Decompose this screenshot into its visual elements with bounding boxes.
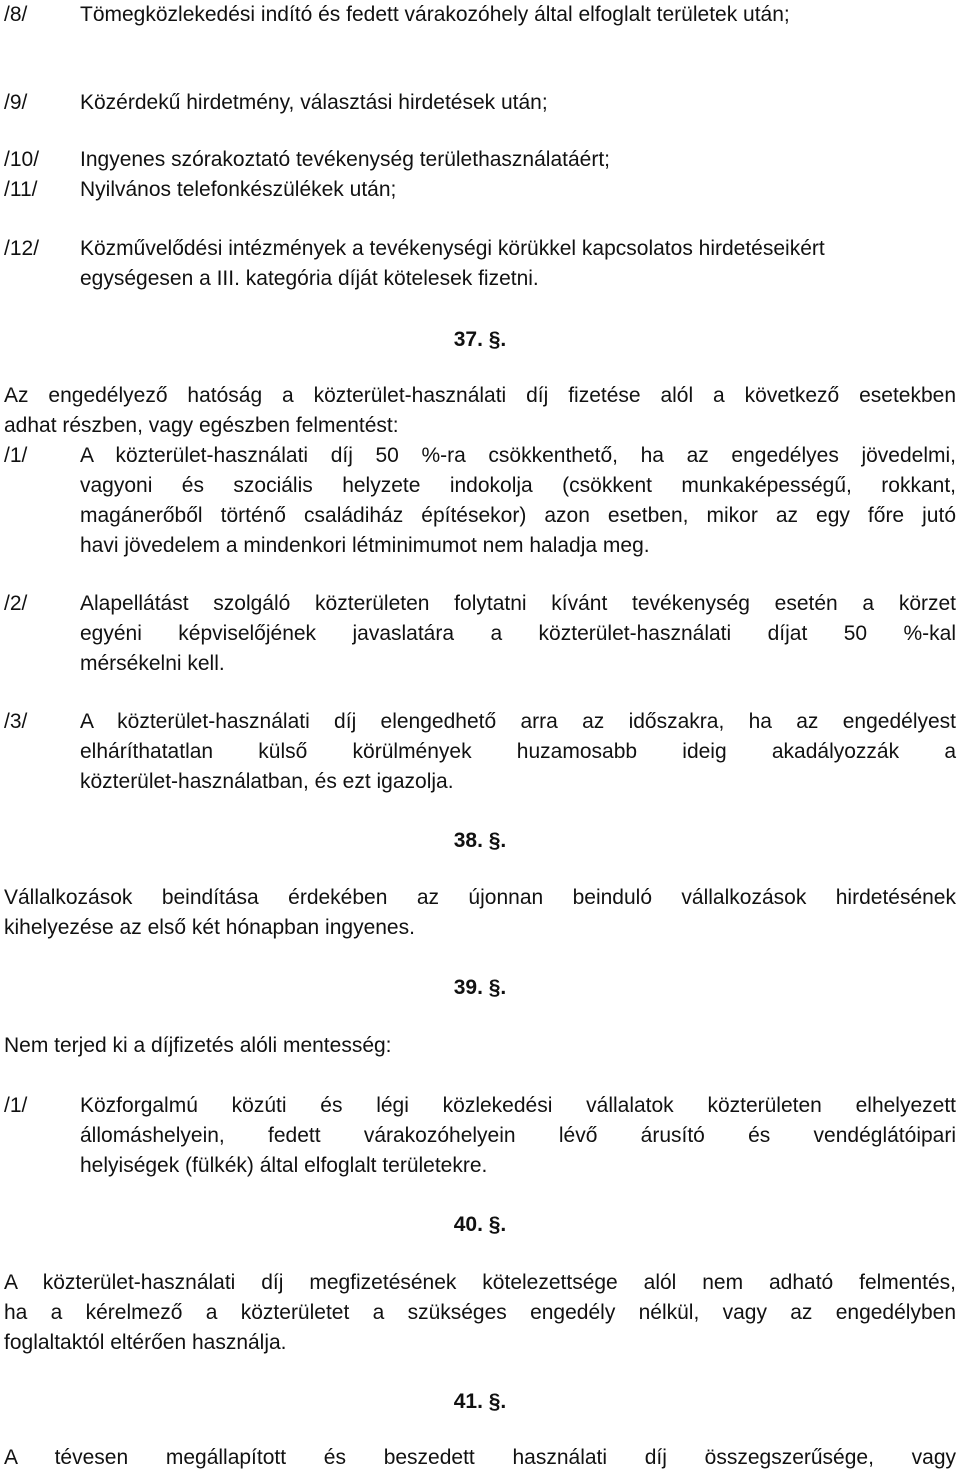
item-text: A közterület-használati díj 50 %-ra csökkenthető, ha az engedélyes jövedelmi, bbox=[80, 444, 956, 467]
item-number: /12/ bbox=[4, 237, 40, 260]
item-text: mérsékelni kell. bbox=[80, 652, 225, 675]
section-heading: 41. §. bbox=[453, 1390, 507, 1413]
item-text: A közterület-használati díj elengedhető arra az időszakra, ha az engedélyest bbox=[80, 710, 956, 733]
item-text: egységesen a III. kategória díját kötelesek fizetni. bbox=[80, 267, 539, 290]
item-text: Nyilvános telefonkészülékek után; bbox=[80, 178, 397, 201]
section-heading: 40. §. bbox=[453, 1213, 507, 1236]
section-heading: 39. §. bbox=[453, 976, 507, 999]
item-text: elháríthatatlan külső körülmények huzamosabb ideig akadályozzák a bbox=[80, 740, 956, 763]
paragraph-line: adhat részben, vagy egészben felmentést: bbox=[4, 414, 399, 437]
item-text: egyéni képviselőjének javaslatára a közterület-használati díjat 50 %-kal bbox=[80, 622, 956, 645]
item-text: Ingyenes szórakoztató tevékenység területhasználatáért; bbox=[80, 148, 610, 171]
item-text: állomáshelyein, fedett várakozóhelyein lévő árusító és vendéglátóipari bbox=[80, 1124, 956, 1147]
paragraph-line: foglaltaktól eltérően használja. bbox=[4, 1331, 287, 1354]
item-number: /10/ bbox=[4, 148, 40, 171]
item-number: /11/ bbox=[4, 178, 38, 201]
item-number: /3/ bbox=[4, 710, 28, 733]
item-number: /1/ bbox=[4, 444, 28, 467]
item-number: /8/ bbox=[4, 3, 28, 26]
paragraph-line: A közterület-használati díj megfizetésének kötelezettsége alól nem adható felmentés, bbox=[4, 1271, 956, 1294]
paragraph-line: Nem terjed ki a díjfizetés alóli mentesség: bbox=[4, 1034, 392, 1057]
item-text: Alapellátást szolgáló közterületen folytatni kívánt tevékenység esetén a körzet bbox=[80, 592, 956, 615]
item-text: Közforgalmú közúti és légi közlekedési vállalatok közterületen elhelyezett bbox=[80, 1094, 956, 1117]
item-text: közterület-használatban, és ezt igazolja. bbox=[80, 770, 454, 793]
item-text: havi jövedelem a mindenkori létminimumot nem haladja meg. bbox=[80, 534, 650, 557]
item-text: Tömegközlekedési indító és fedett várakozóhely által elfoglalt területek után; bbox=[80, 3, 790, 26]
section-heading: 37. §. bbox=[453, 328, 507, 351]
item-number: /9/ bbox=[4, 91, 28, 114]
paragraph-line: ha a kérelmező a közterületet a szükséges engedély nélkül, vagy az engedélyben bbox=[4, 1301, 956, 1324]
item-text: Közművelődési intézmények a tevékenységi körükkel kapcsolatos hirdetéseikért bbox=[80, 237, 825, 260]
item-text: helyiségek (fülkék) által elfoglalt területekre. bbox=[80, 1154, 488, 1177]
item-number: /1/ bbox=[4, 1094, 28, 1117]
item-text: Közérdekű hirdetmény, választási hirdetések után; bbox=[80, 91, 548, 114]
item-text: magánerőből történő családiház építésekor) azon esetben, mikor az egy főre jutó bbox=[80, 504, 956, 527]
paragraph-line: A tévesen megállapított és beszedett használati díj összegszerűsége, vagy bbox=[4, 1446, 956, 1469]
section-heading: 38. §. bbox=[453, 829, 507, 852]
paragraph-line: Vállalkozások beindítása érdekében az újonnan beinduló vállalkozások hirdetésének bbox=[4, 886, 956, 909]
item-text: vagyoni és szociális helyzete indokolja (csökkent munkaképességű, rokkant, bbox=[80, 474, 956, 497]
item-number: /2/ bbox=[4, 592, 28, 615]
paragraph-line: Az engedélyező hatóság a közterület-használati díj fizetése alól a következő esetekben bbox=[4, 384, 956, 407]
paragraph-line: kihelyezése az első két hónapban ingyenes. bbox=[4, 916, 415, 939]
